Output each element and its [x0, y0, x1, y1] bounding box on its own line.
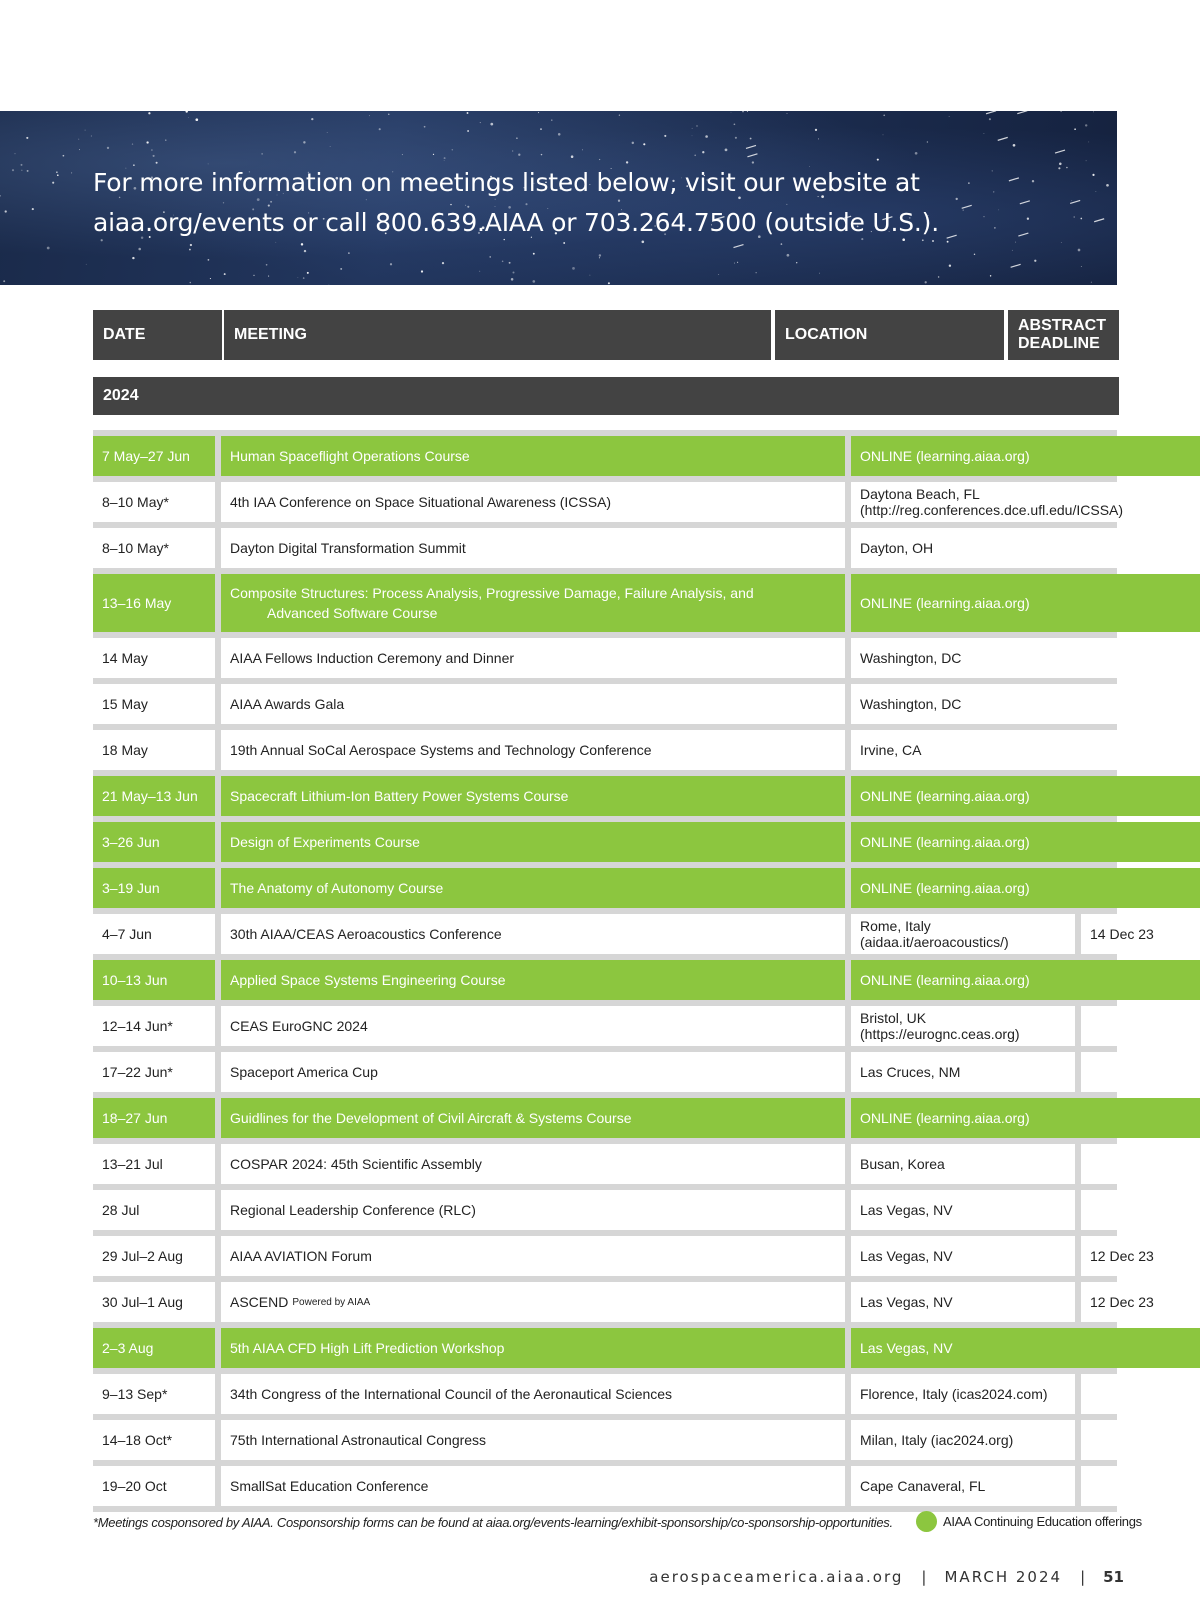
- table-row: [93, 476, 1124, 522]
- footer-separator: |: [1080, 1568, 1086, 1586]
- row-date: 15 May: [93, 684, 215, 724]
- row-date: 13–16 May: [93, 574, 215, 632]
- year-label: 2024: [103, 387, 139, 404]
- row-meeting: 75th International Astronautical Congress: [221, 1420, 845, 1460]
- table-row: [93, 1000, 1117, 1046]
- row-location: Busan, Korea: [851, 1144, 1075, 1184]
- row-meeting: Design of Experiments Course: [221, 822, 845, 862]
- row-meeting: The Anatomy of Autonomy Course: [221, 868, 845, 908]
- footer-site: aerospaceamerica.aiaa.org: [649, 1568, 904, 1586]
- row-location: ONLINE (learning.aiaa.org): [851, 574, 1200, 632]
- row-location: Florence, Italy (icas2024.com): [851, 1374, 1075, 1414]
- row-abstract-deadline: 12 Dec 23: [1081, 1282, 1200, 1322]
- table-row: [93, 430, 1117, 476]
- footer-separator: |: [921, 1568, 927, 1586]
- table-row: [93, 1414, 1117, 1460]
- table-row: [93, 954, 1117, 1000]
- row-date: 19–20 Oct: [93, 1466, 215, 1506]
- row-meeting-subtitle: Powered by AIAA: [292, 1296, 371, 1308]
- table-row: [93, 632, 1117, 678]
- banner-text: [93, 163, 1033, 243]
- table-row: [93, 522, 1117, 568]
- row-abstract-deadline: [1081, 1374, 1200, 1414]
- row-location: ONLINE (learning.aiaa.org): [851, 1098, 1200, 1138]
- row-meeting: Regional Leadership Conference (RLC): [221, 1190, 845, 1230]
- row-date: 7 May–27 Jun: [93, 436, 215, 476]
- table-row: [93, 1368, 1117, 1414]
- row-meeting: 19th Annual SoCal Aerospace Systems and Technology Conference: [221, 730, 845, 770]
- table-row: [93, 908, 1154, 954]
- page-footer: [649, 1568, 1124, 1586]
- row-date: 8–10 May*: [93, 482, 215, 522]
- row-abstract-deadline: [1081, 1144, 1200, 1184]
- banner-line-2: aiaa.org/events or call 800.639.AIAA or 703.264.7500 (outside U.S.).: [93, 208, 939, 237]
- row-location: ONLINE (learning.aiaa.org): [851, 776, 1200, 816]
- legend-label: AIAA Continuing Education offerings: [943, 1514, 1142, 1529]
- info-banner: [0, 111, 1117, 285]
- row-location: Las Vegas, NV: [851, 1190, 1075, 1230]
- row-location: ONLINE (learning.aiaa.org): [851, 436, 1200, 476]
- row-date: 2–3 Aug: [93, 1328, 215, 1368]
- row-meeting: [221, 574, 845, 632]
- row-location: Washington, DC: [851, 638, 1200, 678]
- table-row: [93, 1460, 1117, 1506]
- row-meeting: CEAS EuroGNC 2024: [221, 1006, 845, 1046]
- row-date: 3–26 Jun: [93, 822, 215, 862]
- row-abstract-deadline: [1081, 1006, 1200, 1046]
- row-meeting: SmallSat Education Conference: [221, 1466, 845, 1506]
- row-meeting-line-1: Composite Structures: Process Analysis, Progressive Damage, Failure Analysis, and: [230, 585, 754, 601]
- row-meeting: Dayton Digital Transformation Summit: [221, 528, 845, 568]
- row-meeting: [221, 1282, 845, 1322]
- row-location: Dayton, OH: [851, 528, 1200, 568]
- row-date: 12–14 Jun*: [93, 1006, 215, 1046]
- table-row: [93, 1184, 1117, 1230]
- row-date: 3–19 Jun: [93, 868, 215, 908]
- row-meeting: Guidlines for the Development of Civil Aircraft & Systems Course: [221, 1098, 845, 1138]
- row-date: 4–7 Jun: [93, 914, 215, 954]
- row-location: Las Vegas, NV: [851, 1282, 1075, 1322]
- row-date: 29 Jul–2 Aug: [93, 1236, 215, 1276]
- banner-line-1: For more information on meetings listed below, visit our website at: [93, 168, 920, 197]
- row-meeting-title: ASCEND: [230, 1294, 289, 1310]
- header-deadline-line-2: DEADLINE: [1018, 335, 1100, 352]
- row-location: Cape Canaveral, FL: [851, 1466, 1075, 1506]
- row-date: 30 Jul–1 Aug: [93, 1282, 215, 1322]
- row-abstract-deadline: [1081, 1466, 1200, 1506]
- header-date: DATE: [93, 310, 222, 360]
- row-location: ONLINE (learning.aiaa.org): [851, 868, 1200, 908]
- table-row: [93, 1092, 1117, 1138]
- row-location: Las Vegas, NV: [851, 1328, 1200, 1368]
- row-location: Las Cruces, NM: [851, 1052, 1075, 1092]
- row-meeting: 4th IAA Conference on Space Situational Awareness (ICSSA): [221, 482, 845, 522]
- row-date: 18 May: [93, 730, 215, 770]
- row-location: ONLINE (learning.aiaa.org): [851, 822, 1200, 862]
- row-date: 18–27 Jun: [93, 1098, 215, 1138]
- row-location: Bristol, UK (https://eurognc.ceas.org): [851, 1006, 1075, 1046]
- row-location: Daytona Beach, FL (http://reg.conferences.dce.ufl.edu/ICSSA): [851, 482, 1200, 522]
- table-row: [93, 1230, 1154, 1276]
- row-location: Las Vegas, NV: [851, 1236, 1075, 1276]
- row-meeting: 30th AIAA/CEAS Aeroacoustics Conference: [221, 914, 845, 954]
- row-meeting: AIAA Fellows Induction Ceremony and Dinner: [221, 638, 845, 678]
- table-row: [93, 568, 1117, 632]
- header-meeting: MEETING: [224, 310, 771, 360]
- row-date: 21 May–13 Jun: [93, 776, 215, 816]
- row-location: ONLINE (learning.aiaa.org): [851, 960, 1200, 1000]
- header-deadline-line-1: ABSTRACT: [1018, 317, 1106, 334]
- table-row: [93, 770, 1117, 816]
- row-meeting: 34th Congress of the International Council of the Aeronautical Sciences: [221, 1374, 845, 1414]
- table-row: [93, 816, 1117, 862]
- row-location: Washington, DC: [851, 684, 1200, 724]
- row-date: 14 May: [93, 638, 215, 678]
- row-date: 13–21 Jul: [93, 1144, 215, 1184]
- row-abstract-deadline: [1081, 1052, 1200, 1092]
- table-row: [93, 724, 1117, 770]
- row-date: 10–13 Jun: [93, 960, 215, 1000]
- row-date: 17–22 Jun*: [93, 1052, 215, 1092]
- row-abstract-deadline: 12 Dec 23: [1081, 1236, 1200, 1276]
- page-number: 51: [1103, 1568, 1124, 1586]
- row-meeting-line-2: Advanced Software Course: [267, 605, 438, 621]
- legend: [916, 1511, 1142, 1532]
- row-date: 28 Jul: [93, 1190, 215, 1230]
- row-meeting: Human Spaceflight Operations Course: [221, 436, 845, 476]
- table-row: [93, 1322, 1117, 1368]
- row-location: Irvine, CA: [851, 730, 1200, 770]
- row-meeting: Spaceport America Cup: [221, 1052, 845, 1092]
- row-meeting: Applied Space Systems Engineering Course: [221, 960, 845, 1000]
- table-row: [93, 678, 1117, 724]
- row-abstract-deadline: [1081, 1420, 1200, 1460]
- row-date: 14–18 Oct*: [93, 1420, 215, 1460]
- footnote: *Meetings cosponsored by AIAA. Cosponsorship forms can be found at aiaa.org/events-learning/exhibit-sponsorship/co-sponsorship-opportunities.: [93, 1515, 893, 1530]
- row-meeting: COSPAR 2024: 45th Scientific Assembly: [221, 1144, 845, 1184]
- footer-issue: MARCH 2024: [944, 1568, 1063, 1586]
- table-row: [93, 1276, 1154, 1322]
- row-abstract-deadline: 14 Dec 23: [1081, 914, 1200, 954]
- header-abstract-deadline: [1008, 310, 1119, 360]
- row-location: Rome, Italy (aidaa.it/aeroacoustics/): [851, 914, 1075, 954]
- table-row: [93, 1046, 1117, 1092]
- header-location: LOCATION: [775, 310, 1004, 360]
- green-dot-icon: [916, 1511, 937, 1532]
- row-location: Milan, Italy (iac2024.org): [851, 1420, 1075, 1460]
- row-meeting: AIAA Awards Gala: [221, 684, 845, 724]
- row-meeting: AIAA AVIATION Forum: [221, 1236, 845, 1276]
- row-meeting: 5th AIAA CFD High Lift Prediction Workshop: [221, 1328, 845, 1368]
- row-abstract-deadline: [1081, 1190, 1200, 1230]
- row-date: 8–10 May*: [93, 528, 215, 568]
- year-section-header: [93, 377, 1119, 415]
- row-meeting: Spacecraft Lithium-Ion Battery Power Systems Course: [221, 776, 845, 816]
- table-row: [93, 862, 1117, 908]
- row-date: 9–13 Sep*: [93, 1374, 215, 1414]
- table-row: [93, 1138, 1117, 1184]
